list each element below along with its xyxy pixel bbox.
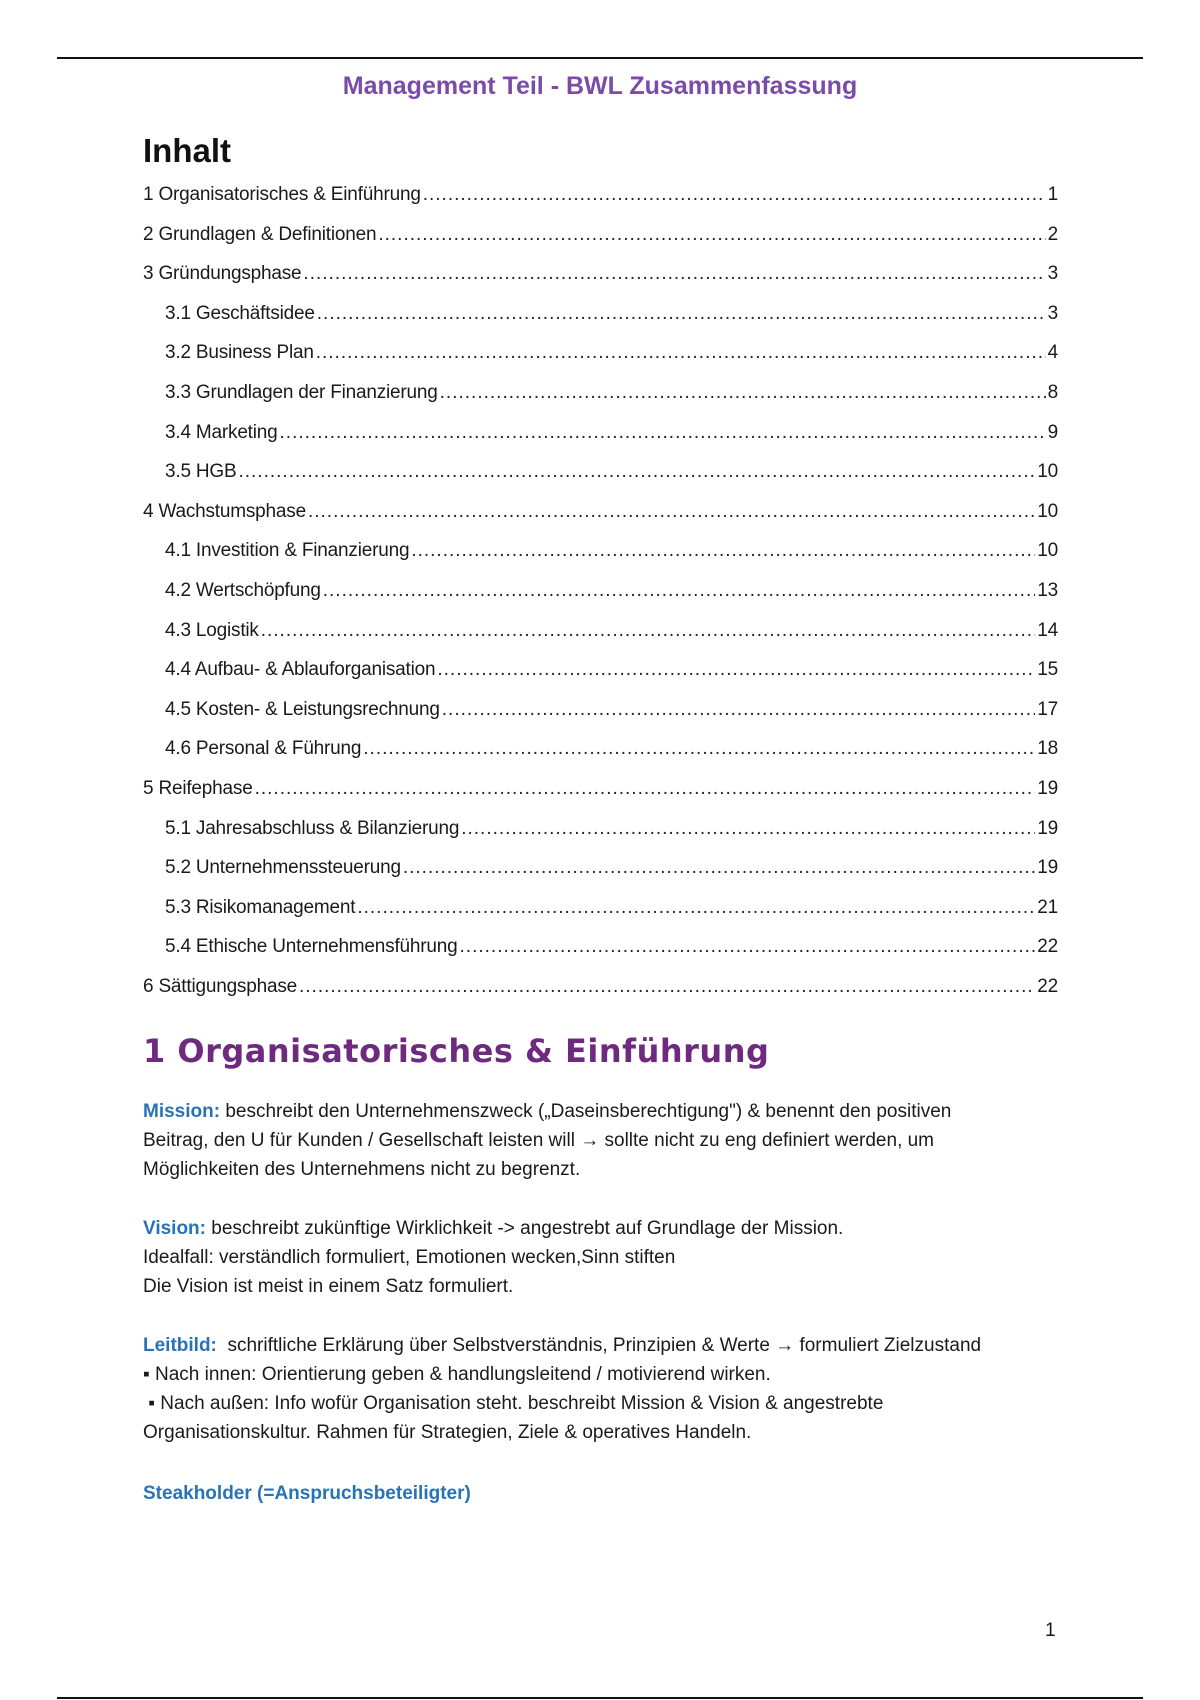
toc-entry-page: 3 [1047, 263, 1058, 285]
toc-leader-dots [437, 659, 1035, 681]
toc-entry-page: 21 [1037, 896, 1058, 918]
toc-leader-dots [303, 263, 1045, 285]
toc-entry-page: 19 [1037, 857, 1058, 879]
toc-entry-page: 1 [1047, 184, 1058, 205]
toc-entry[interactable] [143, 461, 1058, 501]
toc-entry[interactable] [143, 501, 1058, 541]
toc-entry[interactable] [143, 184, 1058, 224]
toc-entry[interactable] [143, 263, 1058, 303]
toc-entry-page: 22 [1037, 975, 1058, 997]
toc-entry[interactable] [143, 936, 1058, 976]
toc-entry[interactable] [143, 659, 1058, 699]
toc-entry-label: 5 Reifephase [143, 777, 253, 799]
vision-paragraph [143, 1214, 1073, 1301]
vision-term: Vision: [143, 1218, 206, 1239]
toc-entry[interactable] [143, 224, 1058, 264]
toc-entry[interactable] [143, 382, 1058, 422]
toc-leader-dots [323, 580, 1036, 602]
toc-leader-dots [461, 818, 1035, 840]
toc-entry-label: 4.5 Kosten- & Leistungsrechnung [165, 698, 440, 720]
toc-entry-label: 3.1 Geschäftsidee [165, 302, 315, 324]
top-rule [57, 57, 1143, 59]
toc-leader-dots [363, 738, 1035, 760]
stakeholder-term: Steakholder (=Anspruchsbeteiligter) [143, 1483, 471, 1504]
toc-entry-label: 4 Wachstumsphase [143, 500, 306, 522]
toc-leader-dots [308, 501, 1035, 523]
toc-entry[interactable] [143, 857, 1058, 897]
vision-text-2: Idealfall: verständlich formuliert, Emotionen wecken,Sinn stiften [143, 1247, 676, 1268]
toc-leader-dots [442, 699, 1036, 721]
toc-entry-page: 3 [1047, 302, 1058, 324]
toc-entry[interactable] [143, 818, 1058, 858]
toc-entry-label: 4.2 Wertschöpfung [165, 579, 321, 601]
toc-leader-dots [423, 184, 1046, 206]
toc-leader-dots [238, 461, 1035, 483]
toc-entry[interactable] [143, 620, 1058, 660]
toc-entry[interactable] [143, 540, 1058, 580]
toc-entry-page: 10 [1037, 461, 1058, 483]
toc-entry[interactable] [143, 897, 1058, 937]
mission-term: Mission: [143, 1101, 221, 1122]
toc-entry-label: 5.4 Ethische Unternehmensführung [165, 936, 458, 958]
toc-entry-label: 4.3 Logistik [165, 619, 259, 641]
toc-entry-page: 2 [1047, 223, 1058, 245]
toc-entry-page: 8 [1047, 381, 1058, 403]
toc-leader-dots [317, 303, 1046, 325]
toc-entry-label: 3.3 Grundlagen der Finanzierung [165, 381, 438, 403]
toc-entry-page: 13 [1037, 579, 1058, 601]
leitbild-term: Leitbild: [143, 1335, 217, 1356]
toc-heading: Inhalt [143, 132, 231, 169]
toc-entry[interactable] [143, 422, 1058, 462]
toc-entry-label: 1 Organisatorisches & Einführung [143, 184, 421, 205]
leitbild-text-2: ▪ Nach innen: Orientierung geben & handlungsleitend / motivierend wirken. [143, 1364, 771, 1385]
toc-leader-dots [357, 897, 1035, 919]
vision-text-1: beschreibt zukünftige Wirklichkeit -> angestrebt auf Grundlage der Mission. [206, 1218, 844, 1239]
toc-entry-label: 2 Grundlagen & Definitionen [143, 223, 377, 245]
toc-entry-label: 6 Sättigungsphase [143, 975, 297, 997]
vision-text-3: Die Vision ist meist in einem Satz formuliert. [143, 1276, 514, 1297]
toc-entry-label: 3 Gründungsphase [143, 263, 302, 285]
toc-entry[interactable] [143, 738, 1058, 778]
toc-entry-page: 9 [1047, 421, 1058, 443]
toc-entry-label: 4.6 Personal & Führung [165, 738, 362, 760]
toc-leader-dots [261, 620, 1036, 642]
toc-entry-page: 15 [1037, 659, 1058, 681]
section-heading: 1 Organisatorisches & Einführung [143, 1032, 770, 1070]
toc-entry[interactable] [143, 976, 1058, 1016]
leitbild-paragraph [143, 1331, 1073, 1447]
toc-leader-dots [403, 857, 1035, 879]
bottom-rule [57, 1697, 1143, 1699]
toc-entry[interactable] [143, 342, 1058, 382]
toc-leader-dots [299, 976, 1035, 998]
mission-text-1: beschreibt den Unternehmenszweck („Daseinsberechtigung") & benennt den positiven [220, 1101, 952, 1122]
table-of-contents [143, 184, 1058, 1015]
toc-entry-label: 4.4 Aufbau- & Ablauforganisation [165, 659, 436, 681]
stakeholder-paragraph [143, 1479, 1073, 1508]
toc-leader-dots [460, 936, 1036, 958]
toc-entry-label: 5.3 Risikomanagement [165, 896, 356, 918]
toc-leader-dots [378, 224, 1045, 246]
mission-text-3: Möglichkeiten des Unternehmens nicht zu begrenzt. [143, 1159, 581, 1180]
document-title: Management Teil - BWL Zusammenfassung [342, 72, 858, 100]
toc-entry-label: 4.1 Investition & Finanzierung [165, 540, 410, 562]
toc-entry-label: 3.5 HGB [165, 461, 237, 483]
toc-leader-dots [411, 540, 1035, 562]
toc-leader-dots [255, 778, 1036, 800]
toc-entry-page: 19 [1037, 777, 1058, 799]
toc-entry-page: 10 [1037, 500, 1058, 522]
toc-entry-label: 5.2 Unternehmenssteuerung [165, 857, 401, 879]
leitbild-text-4: Organisationskultur. Rahmen für Strategien, Ziele & operatives Handeln. [143, 1422, 752, 1443]
leitbild-text-1: schriftliche Erklärung über Selbstverständnis, Prinzipien & Werte → formuliert Zielzustand [216, 1335, 982, 1356]
mission-text-2: Beitrag, den U für Kunden / Gesellschaft leisten will → sollte nicht zu eng definiert werden, um [143, 1130, 935, 1151]
toc-entry[interactable] [143, 699, 1058, 739]
toc-leader-dots [440, 382, 1046, 404]
toc-entry-label: 5.1 Jahresabschluss & Bilanzierung [165, 817, 460, 839]
toc-entry[interactable] [143, 303, 1058, 343]
toc-leader-dots [280, 422, 1046, 444]
mission-paragraph [143, 1097, 1073, 1184]
toc-entry-page: 17 [1037, 698, 1058, 720]
toc-entry-page: 10 [1037, 540, 1058, 562]
toc-entry[interactable] [143, 580, 1058, 620]
leitbild-text-3: ▪ Nach außen: Info wofür Organisation steht. beschreibt Mission & Vision & angestrebte [143, 1393, 884, 1414]
toc-entry-page: 14 [1037, 619, 1058, 641]
toc-entry-page: 22 [1037, 936, 1058, 958]
page-number: 1 [1045, 1620, 1056, 1641]
toc-entry-page: 19 [1037, 817, 1058, 839]
toc-entry-page: 4 [1047, 342, 1058, 364]
toc-entry-label: 3.4 Marketing [165, 421, 278, 443]
toc-entry-label: 3.2 Business Plan [165, 342, 314, 364]
toc-entry[interactable] [143, 778, 1058, 818]
toc-leader-dots [316, 342, 1046, 364]
toc-entry-page: 18 [1037, 738, 1058, 760]
